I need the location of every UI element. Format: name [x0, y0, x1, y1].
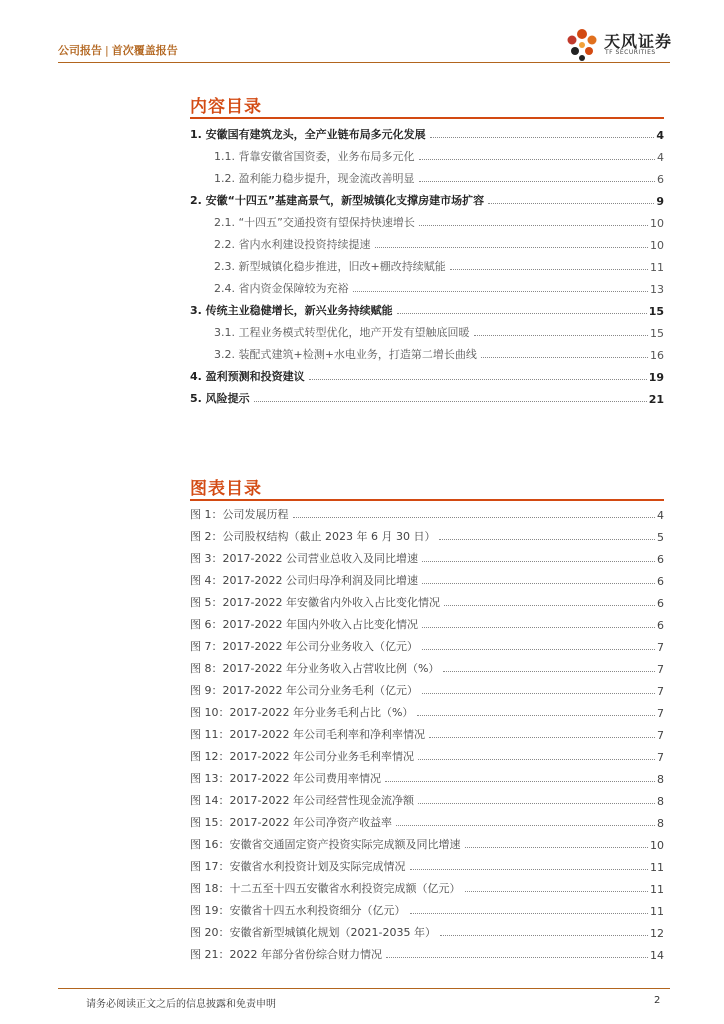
logo-english-name: TF SECURITIES [605, 49, 656, 56]
page-ref: 11 [650, 883, 664, 896]
dot-leader [419, 159, 656, 160]
figure-entry-label: 图 1：公司发展历程 [190, 508, 289, 521]
figure-entry-label: 图 7：2017-2022 年公司分业务收入（亿元） [190, 640, 418, 653]
page-ref: 11 [650, 861, 664, 874]
toc-title: 内容目录 [190, 97, 262, 117]
page-ref: 4 [657, 151, 664, 164]
toc-entry-label: 4. 盈利预测和投资建议 [190, 370, 305, 383]
toc-entry[interactable] [190, 362, 664, 384]
page-ref: 7 [657, 707, 664, 720]
dot-leader [418, 803, 655, 804]
figure-entry[interactable] [190, 698, 664, 720]
toc-entry-label: 2.2. 省内水利建设投资持续提速 [214, 238, 371, 251]
toc-entry[interactable] [190, 274, 664, 296]
dot-leader [429, 737, 655, 738]
page-ref: 15 [648, 305, 664, 318]
toc-entry-label: 1.2. 盈利能力稳步提升，现金流改善明显 [214, 172, 415, 185]
dot-leader [474, 335, 649, 336]
figure-entry[interactable] [190, 522, 664, 544]
toc-entry[interactable] [190, 120, 664, 142]
page-ref: 12 [650, 927, 664, 940]
toc-entry[interactable] [190, 340, 664, 362]
breadcrumb-separator: | [105, 44, 109, 57]
toc-entry[interactable] [190, 384, 664, 406]
dot-leader [293, 517, 656, 518]
toc-entry[interactable] [190, 230, 664, 252]
page-ref: 8 [657, 795, 664, 808]
figure-entry-label: 图 18：十二五至十四五安徽省水利投资完成额（亿元） [190, 882, 461, 895]
toc-entry[interactable] [190, 186, 664, 208]
toc-entry-label: 2.4. 省内资金保障较为充裕 [214, 282, 349, 295]
page-ref: 16 [650, 349, 664, 362]
figure-entry-label: 图 4：2017-2022 公司归母净利润及同比增速 [190, 574, 418, 587]
page-ref: 6 [657, 553, 664, 566]
page-ref: 7 [657, 641, 664, 654]
page-ref: 6 [657, 597, 664, 610]
figure-entry-label: 图 19：安徽省十四五水利投资细分（亿元） [190, 904, 406, 917]
page-ref: 4 [656, 129, 664, 142]
page-ref: 6 [657, 619, 664, 632]
dot-leader [465, 847, 649, 848]
dot-leader [481, 357, 648, 358]
dot-leader [254, 401, 647, 402]
figure-entry-label: 图 5：2017-2022 年安徽省内外收入占比变化情况 [190, 596, 440, 609]
figure-entry[interactable] [190, 940, 664, 962]
toc-entry[interactable] [190, 296, 664, 318]
figure-entry[interactable] [190, 500, 664, 522]
figure-entry-label: 图 9：2017-2022 年公司分业务毛利（亿元） [190, 684, 418, 697]
page-ref: 21 [648, 393, 664, 406]
dot-leader [397, 313, 647, 314]
dot-leader [443, 671, 655, 672]
dot-leader [440, 935, 648, 936]
toc-entry-label: 3. 传统主业稳健增长，新兴业务持续赋能 [190, 304, 393, 317]
figure-entry[interactable] [190, 742, 664, 764]
page-ref: 7 [657, 663, 664, 676]
dot-leader [353, 291, 649, 292]
dot-leader [422, 583, 655, 584]
figure-entry-label: 图 3：2017-2022 公司营业总收入及同比增速 [190, 552, 418, 565]
figure-entry[interactable] [190, 632, 664, 654]
dot-leader [309, 379, 647, 380]
toc-entry[interactable] [190, 318, 664, 340]
logo-name: 天风证券 [604, 32, 673, 51]
header-rule [58, 62, 670, 63]
toc-entry-label: 3.1. 工程业务模式转型优化，地产开发有望触底回暖 [214, 326, 470, 339]
page-ref: 15 [650, 327, 664, 340]
figure-entry[interactable] [190, 588, 664, 610]
toc-entry-label: 1.1. 背靠安徽省国资委，业务布局多元化 [214, 150, 415, 163]
dot-leader [375, 247, 649, 248]
page-ref: 8 [657, 773, 664, 786]
dot-leader [422, 627, 655, 628]
toc-entry[interactable] [190, 208, 664, 230]
page-ref: 10 [650, 217, 664, 230]
dot-leader [450, 269, 648, 270]
toc-entry-label: 2. 安徽“十四五”基建高景气，新型城镇化支撑房建市场扩容 [190, 194, 485, 207]
figure-entry-label: 图 15：2017-2022 年公司净资产收益率 [190, 816, 392, 829]
page-ref: 11 [650, 905, 664, 918]
footer-rule [58, 988, 670, 989]
page-ref: 9 [656, 195, 664, 208]
page-ref: 11 [650, 261, 664, 274]
page-ref: 8 [657, 817, 664, 830]
figure-entry[interactable] [190, 610, 664, 632]
figure-entry[interactable] [190, 918, 664, 940]
toc-list [190, 120, 664, 406]
page-number: 2 [654, 995, 661, 1006]
footer-disclaimer: 请务必阅读正文之后的信息披露和免责申明 [86, 999, 276, 1010]
dot-leader [396, 825, 655, 826]
dot-leader [488, 203, 654, 204]
figure-entry[interactable] [190, 764, 664, 786]
figure-entry[interactable] [190, 676, 664, 698]
figure-entry-label: 图 8：2017-2022 年分业务收入占营收比例（%） [190, 662, 440, 675]
dot-leader [439, 539, 655, 540]
toc-entry[interactable] [190, 252, 664, 274]
dot-leader [422, 561, 655, 562]
figure-entry-label: 图 17：安徽省水利投资计划及实际完成情况 [190, 860, 406, 873]
toc-entry[interactable] [190, 164, 664, 186]
figures-title: 图表目录 [190, 479, 262, 499]
toc-entry[interactable] [190, 142, 664, 164]
dot-leader [386, 957, 648, 958]
toc-entry-label: 2.3. 新型城镇化稳步推进，旧改+棚改持续赋能 [214, 260, 446, 273]
page-ref: 6 [657, 575, 664, 588]
figure-entry[interactable] [190, 830, 664, 852]
figure-entry-label: 图 14：2017-2022 年公司经营性现金流净额 [190, 794, 414, 807]
dot-leader [419, 181, 656, 182]
figure-entry[interactable] [190, 874, 664, 896]
page-ref: 7 [657, 751, 664, 764]
page-ref: 19 [648, 371, 664, 384]
toc-entry-label: 3.2. 装配式建筑+检测+水电业务，打造第二增长曲线 [214, 348, 477, 361]
dot-leader [410, 913, 649, 914]
figure-entry-label: 图 6：2017-2022 年国内外收入占比变化情况 [190, 618, 418, 631]
figure-entry[interactable] [190, 786, 664, 808]
toc-entry-label: 2.1. “十四五”交通投资有望保持快速增长 [214, 216, 415, 229]
page-ref: 10 [650, 239, 664, 252]
page-ref: 6 [657, 173, 664, 186]
figure-entry[interactable] [190, 852, 664, 874]
dot-leader [418, 759, 655, 760]
dot-leader [465, 891, 649, 892]
figure-entry-label: 图 20：安徽省新型城镇化规划（2021-2035 年） [190, 926, 436, 939]
dot-leader [419, 225, 648, 226]
breadcrumb-company-report: 公司报告 [58, 44, 102, 57]
toc-entry-label: 5. 风险提示 [190, 392, 250, 405]
breadcrumb-initial-coverage: 首次覆盖报告 [111, 44, 178, 57]
figure-entry[interactable] [190, 896, 664, 918]
toc-title-rule [190, 117, 664, 119]
dot-leader [444, 605, 655, 606]
page-header [58, 32, 673, 62]
dot-leader [385, 781, 655, 782]
figure-entry-label: 图 21：2022 年部分省份综合财力情况 [190, 948, 382, 961]
figure-entry[interactable] [190, 720, 664, 742]
figure-entry[interactable] [190, 566, 664, 588]
figure-entry-label: 图 12：2017-2022 年公司分业务毛利率情况 [190, 750, 414, 763]
page-ref: 7 [657, 729, 664, 742]
page-ref: 10 [650, 839, 664, 852]
figure-entry-label: 图 2：公司股权结构（截止 2023 年 6 月 30 日） [190, 530, 436, 543]
figures-list [190, 500, 664, 962]
figure-entry-label: 图 16：安徽省交通固定资产投资实际完成额及同比增速 [190, 838, 461, 851]
figure-entry-label: 图 11：2017-2022 年公司毛利率和净利率情况 [190, 728, 425, 741]
dot-leader [430, 137, 655, 138]
figure-entry[interactable] [190, 654, 664, 676]
page-ref: 4 [657, 509, 664, 522]
company-logo [562, 26, 672, 64]
figure-entry-label: 图 10：2017-2022 年分业务毛利占比（%） [190, 706, 414, 719]
page-ref: 5 [657, 531, 664, 544]
page-ref: 14 [650, 949, 664, 962]
page-ref: 7 [657, 685, 664, 698]
dot-leader [422, 649, 655, 650]
dot-leader [422, 693, 655, 694]
figure-entry-label: 图 13：2017-2022 年公司费用率情况 [190, 772, 381, 785]
logo-flower-icon [562, 26, 602, 64]
dot-leader [410, 869, 649, 870]
page-ref: 13 [650, 283, 664, 296]
breadcrumb [58, 42, 178, 58]
dot-leader [417, 715, 655, 716]
figure-entry[interactable] [190, 544, 664, 566]
toc-entry-label: 1. 安徽国有建筑龙头，全产业链布局多元化发展 [190, 128, 426, 141]
figure-entry[interactable] [190, 808, 664, 830]
